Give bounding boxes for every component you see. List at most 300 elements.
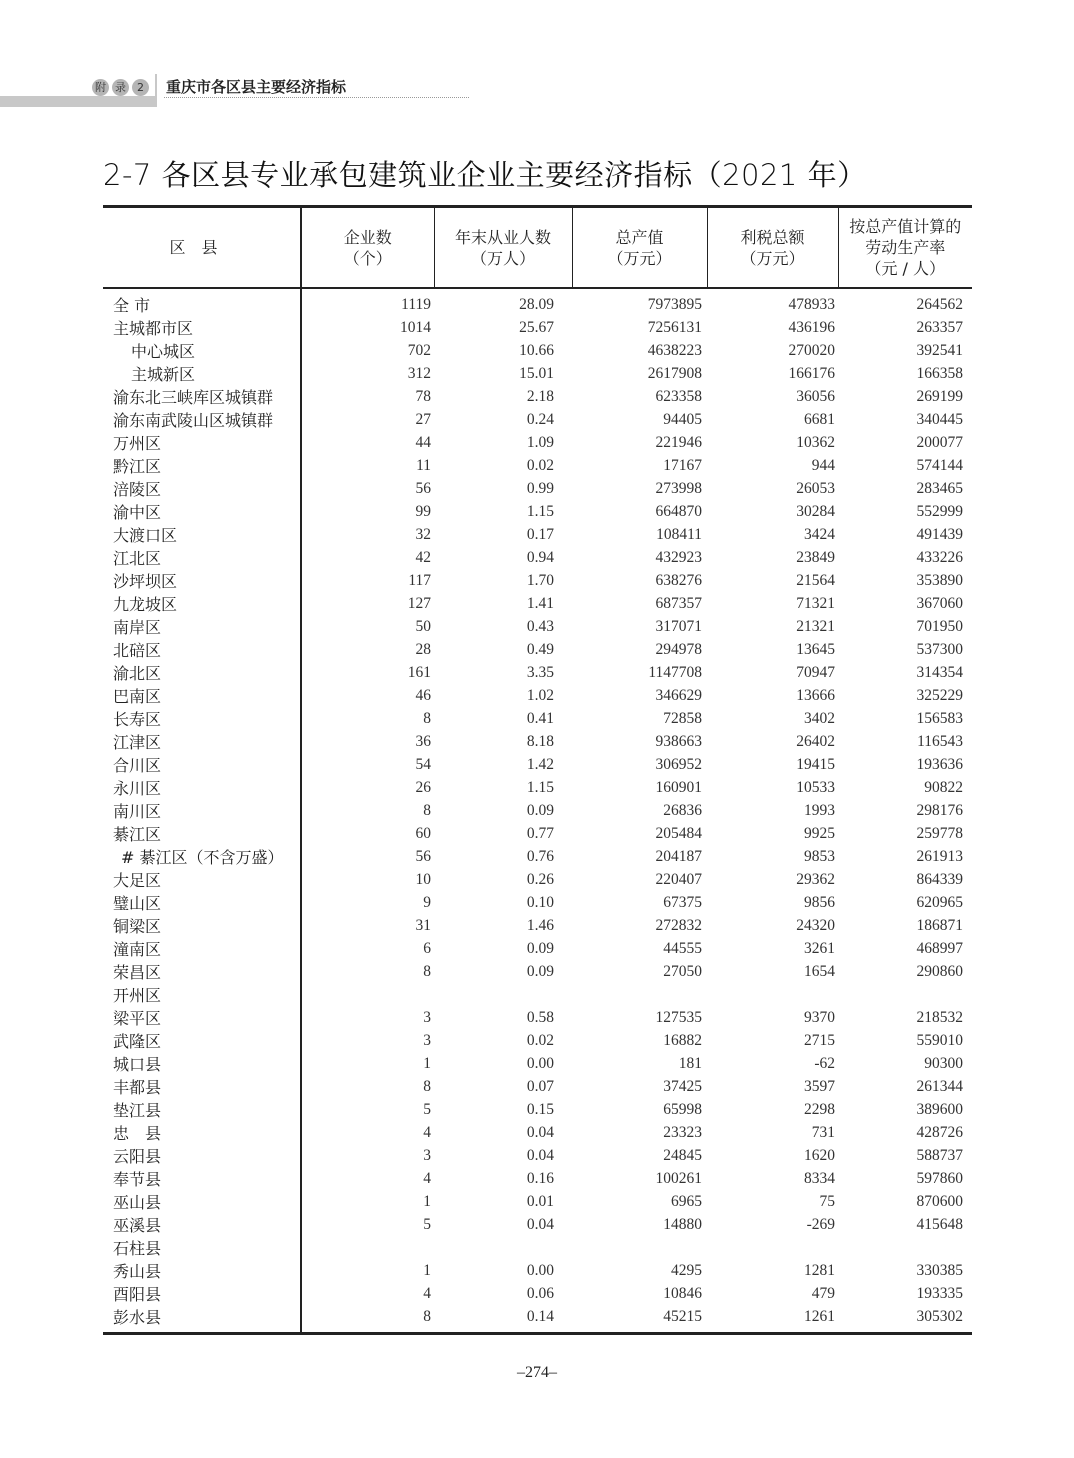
cell-value: 264562: [916, 295, 963, 313]
table-row: [103, 1029, 972, 1052]
cell-value: 36056: [796, 387, 835, 405]
cell-value: 8334: [804, 1169, 835, 1187]
cell-value: 7256131: [647, 318, 702, 336]
cell-value: -62: [814, 1054, 835, 1072]
region-name: 奉节县: [103, 1167, 301, 1190]
cell-value: 10: [415, 870, 431, 888]
cell-value: 75: [819, 1192, 835, 1210]
cell-value: [301, 1236, 434, 1259]
cell-value: 2.18: [526, 387, 554, 405]
cell-value: 30284: [796, 502, 835, 520]
column-header: [301, 207, 434, 289]
cell-value: 8: [301, 1305, 434, 1334]
column-header-text: 按总产值计算的: [849, 217, 962, 236]
cell-value: 432923: [655, 548, 702, 566]
column-header: [707, 207, 838, 289]
cell-value: 8: [423, 1077, 431, 1095]
column-header-text: （万人）: [470, 248, 535, 268]
region-name: 主城新区: [103, 362, 301, 385]
cell-value: 70947: [796, 663, 835, 681]
column-header-text: 总产值: [615, 227, 664, 247]
cell-value: 1.41: [526, 594, 554, 612]
region-name: 北碚区: [103, 638, 301, 661]
cell-value: 290860: [916, 962, 963, 980]
cell-value: 3.35: [526, 663, 554, 681]
cell-value: 21564: [796, 571, 835, 589]
cell-value: 9925: [804, 824, 835, 842]
region-name: 渝中区: [103, 500, 301, 523]
cell-value: 0.94: [526, 548, 554, 566]
table-row: [103, 960, 972, 983]
cell-value: 491439: [916, 525, 963, 543]
cell-value: 0.01: [526, 1192, 554, 1210]
cell-value: 261913: [916, 847, 963, 865]
cell-value: 26053: [796, 479, 835, 497]
cell-value: 26836: [663, 801, 702, 819]
cell-value: 160901: [655, 778, 702, 796]
cell-value: 1.15: [526, 502, 554, 520]
cell-value: 204187: [655, 847, 702, 865]
cell-value: 0.17: [526, 525, 554, 543]
cell-value: [434, 983, 572, 1006]
cell-value: [572, 1236, 707, 1259]
cell-value: 367060: [916, 594, 963, 612]
region-name: 江津区: [103, 730, 301, 753]
table-row: [103, 730, 972, 753]
cell-value: 4: [423, 1284, 431, 1302]
cell-value: 2715: [804, 1031, 835, 1049]
table-row: [103, 408, 972, 431]
cell-value: 305302: [838, 1305, 972, 1334]
region-name: 渝东北三峡库区城镇群: [103, 385, 301, 408]
column-header: [103, 207, 301, 289]
column-header-text: 企业数: [343, 227, 392, 247]
cell-value: 0.99: [526, 479, 554, 497]
cell-value: 597860: [916, 1169, 963, 1187]
cell-value: 8: [423, 801, 431, 819]
table-row: [103, 523, 972, 546]
cell-value: [838, 983, 972, 1006]
cell-value: 28: [415, 640, 431, 658]
cell-value: 161: [407, 663, 431, 681]
cell-value: 0.00: [526, 1054, 554, 1072]
cell-value: 3: [423, 1031, 431, 1049]
page-number: –274–: [517, 1364, 557, 1381]
column-header-text: （万元）: [740, 248, 805, 268]
cell-value: 312: [407, 364, 431, 382]
cell-value: 3261: [804, 939, 835, 957]
table-row: [103, 454, 972, 477]
table-row: [103, 339, 972, 362]
cell-value: 436196: [788, 318, 835, 336]
section-title: 重庆市各区县主要经济指标: [166, 78, 347, 96]
appendix-badge: [92, 76, 149, 98]
cell-value: 298176: [916, 801, 963, 819]
cell-value: 1: [423, 1192, 431, 1210]
cell-value: 864339: [916, 870, 963, 888]
region-name: 荣昌区: [103, 960, 301, 983]
cell-value: 306952: [655, 755, 702, 773]
cell-value: 26402: [796, 732, 835, 750]
cell-value: 0.16: [526, 1169, 554, 1187]
cell-value: 5: [423, 1215, 431, 1233]
cell-value: 94405: [663, 410, 702, 428]
cell-value: 701950: [916, 617, 963, 635]
cell-value: 1.70: [526, 571, 554, 589]
cell-value: 259778: [916, 824, 963, 842]
region-name: 涪陵区: [103, 477, 301, 500]
table-row: [103, 288, 972, 316]
cell-value: 15.01: [519, 364, 554, 382]
header-divider: [155, 74, 157, 107]
table-row: [103, 500, 972, 523]
cell-value: 0.43: [526, 617, 554, 635]
cell-value: 0.04: [526, 1215, 554, 1233]
cell-value: 19415: [796, 755, 835, 773]
cell-value: 90822: [924, 778, 963, 796]
region-name: 綦江区: [103, 822, 301, 845]
table-row: [103, 1075, 972, 1098]
cell-value: 9853: [804, 847, 835, 865]
cell-value: 938663: [655, 732, 702, 750]
region-name: 全 市: [103, 288, 301, 316]
cell-value: 8: [423, 709, 431, 727]
cell-value: 9856: [804, 893, 835, 911]
table-row: [103, 684, 972, 707]
table-row: [103, 316, 972, 339]
cell-value: 273998: [655, 479, 702, 497]
cell-value: 1.42: [526, 755, 554, 773]
cell-value: 478933: [788, 295, 835, 313]
region-name: 秀山县: [103, 1259, 301, 1282]
cell-value: 687357: [655, 594, 702, 612]
table-body: [103, 288, 972, 1334]
column-header: [434, 207, 572, 289]
cell-value: 0.58: [526, 1008, 554, 1026]
cell-value: 10533: [796, 778, 835, 796]
table-row: [103, 1121, 972, 1144]
cell-value: 1620: [804, 1146, 835, 1164]
region-name: 武隆区: [103, 1029, 301, 1052]
cell-value: 1993: [804, 801, 835, 819]
region-name: 江北区: [103, 546, 301, 569]
region-name: 九龙坡区: [103, 592, 301, 615]
cell-value: 0.49: [526, 640, 554, 658]
cell-value: 65998: [663, 1100, 702, 1118]
cell-value: 4: [423, 1169, 431, 1187]
table-row: [103, 615, 972, 638]
cell-value: 7973895: [647, 295, 702, 313]
region-name: 合川区: [103, 753, 301, 776]
cell-value: 17167: [663, 456, 702, 474]
cell-value: 205484: [655, 824, 702, 842]
cell-value: 3424: [804, 525, 835, 543]
cell-value: 166358: [916, 364, 963, 382]
cell-value: 45215: [572, 1305, 707, 1334]
cell-value: 5: [423, 1100, 431, 1118]
column-header-text: 区县: [169, 238, 234, 257]
table-row: [103, 1190, 972, 1213]
cell-value: 6: [423, 939, 431, 957]
cell-value: 479: [811, 1284, 835, 1302]
cell-value: 588737: [916, 1146, 963, 1164]
appendix-char-2: 录: [112, 79, 129, 96]
cell-value: 0.07: [526, 1077, 554, 1095]
cell-value: 127535: [655, 1008, 702, 1026]
cell-value: 664870: [655, 502, 702, 520]
cell-value: 574144: [916, 456, 963, 474]
cell-value: 537300: [916, 640, 963, 658]
cell-value: 1014: [400, 318, 431, 336]
cell-value: 269199: [916, 387, 963, 405]
cell-value: 220407: [655, 870, 702, 888]
column-header-text: （元 / 人）: [865, 259, 946, 278]
cell-value: 27050: [663, 962, 702, 980]
cell-value: 4638223: [647, 341, 702, 359]
table-row: [103, 983, 972, 1006]
cell-value: [838, 1236, 972, 1259]
cell-value: 27: [415, 410, 431, 428]
cell-value: 8: [423, 962, 431, 980]
table-row: [103, 868, 972, 891]
cell-value: 0.24: [526, 410, 554, 428]
cell-value: 221946: [655, 433, 702, 451]
region-name: 开州区: [103, 983, 301, 1006]
cell-value: 3: [423, 1008, 431, 1026]
cell-value: 186871: [916, 916, 963, 934]
appendix-char-3: 2: [132, 79, 149, 96]
cell-value: 0.06: [526, 1284, 554, 1302]
cell-value: 317071: [655, 617, 702, 635]
cell-value: 32: [415, 525, 431, 543]
cell-value: 330385: [916, 1261, 963, 1279]
table-row: [103, 1006, 972, 1029]
table-row: [103, 799, 972, 822]
cell-value: 50: [415, 617, 431, 635]
cell-value: 0.76: [526, 847, 554, 865]
table-row: [103, 1282, 972, 1305]
cell-value: 3: [423, 1146, 431, 1164]
cell-value: 0.00: [526, 1261, 554, 1279]
cell-value: [572, 983, 707, 1006]
cell-value: 0.26: [526, 870, 554, 888]
cell-value: 0.77: [526, 824, 554, 842]
region-name: 巫山县: [103, 1190, 301, 1213]
cell-value: 23323: [663, 1123, 702, 1141]
cell-value: 552999: [916, 502, 963, 520]
region-name: 潼南区: [103, 937, 301, 960]
region-name: 沙坪坝区: [103, 569, 301, 592]
cell-value: 3597: [804, 1077, 835, 1095]
region-name: 酉阳县: [103, 1282, 301, 1305]
table-row: [103, 661, 972, 684]
table-row: [103, 638, 972, 661]
cell-value: 29362: [796, 870, 835, 888]
region-name: 南川区: [103, 799, 301, 822]
cell-value: [707, 1236, 838, 1259]
table-row: [103, 546, 972, 569]
cell-value: 4295: [671, 1261, 702, 1279]
cell-value: 1654: [804, 962, 835, 980]
table-row: [103, 1167, 972, 1190]
region-name: 主城都市区: [103, 316, 301, 339]
cell-value: 1: [423, 1054, 431, 1072]
cell-value: 0.41: [526, 709, 554, 727]
table-row: [103, 845, 972, 868]
table-row: [103, 707, 972, 730]
table-row: [103, 477, 972, 500]
region-name: 石柱县: [103, 1236, 301, 1259]
cell-value: 11: [416, 456, 431, 474]
region-name: 巴南区: [103, 684, 301, 707]
region-name: 大足区: [103, 868, 301, 891]
cell-value: 1261: [707, 1305, 838, 1334]
cell-value: 37425: [663, 1077, 702, 1095]
table-row: [103, 914, 972, 937]
cell-value: 181: [678, 1054, 702, 1072]
data-table: [103, 205, 972, 1335]
cell-value: 1119: [401, 295, 431, 313]
cell-value: 353890: [916, 571, 963, 589]
cell-value: 9: [423, 893, 431, 911]
cell-value: 2298: [804, 1100, 835, 1118]
table-row: [103, 592, 972, 615]
cell-value: 3402: [804, 709, 835, 727]
cell-value: 21321: [796, 617, 835, 635]
cell-value: 24845: [663, 1146, 702, 1164]
cell-value: 60: [415, 824, 431, 842]
cell-value: 1: [423, 1261, 431, 1279]
table-row: [103, 1144, 972, 1167]
cell-value: 116543: [917, 732, 963, 750]
cell-value: 54: [415, 755, 431, 773]
cell-value: 294978: [655, 640, 702, 658]
cell-value: 346629: [655, 686, 702, 704]
cell-value: 1.15: [526, 778, 554, 796]
cell-value: 9370: [804, 1008, 835, 1026]
cell-value: 0.09: [526, 962, 554, 980]
table-row: [103, 891, 972, 914]
region-name: 万州区: [103, 431, 301, 454]
cell-value: 10362: [796, 433, 835, 451]
cell-value: 428726: [916, 1123, 963, 1141]
column-header-text: （万元）: [607, 248, 672, 268]
region-name: 长寿区: [103, 707, 301, 730]
column-header-text: 劳动生产率: [865, 238, 946, 257]
cell-value: 0.09: [526, 801, 554, 819]
cell-value: 56: [415, 479, 431, 497]
cell-value: 200077: [916, 433, 963, 451]
cell-value: 24320: [796, 916, 835, 934]
region-name: 大渡口区: [103, 523, 301, 546]
cell-value: 1.09: [526, 433, 554, 451]
region-name: 城口县: [103, 1052, 301, 1075]
cell-value: 340445: [916, 410, 963, 428]
table-header-row: [103, 207, 972, 289]
cell-value: 731: [811, 1123, 835, 1141]
cell-value: 90300: [924, 1054, 963, 1072]
region-name: 渝东南武陵山区城镇群: [103, 408, 301, 431]
region-name: 铜梁区: [103, 914, 301, 937]
cell-value: 28.09: [519, 295, 554, 313]
header-dotted-rule: [164, 97, 469, 98]
region-name: 云阳县: [103, 1144, 301, 1167]
cell-value: 156583: [916, 709, 963, 727]
cell-value: 13666: [796, 686, 835, 704]
table-row: [103, 1259, 972, 1282]
page-title: 2-7 各区县专业承包建筑业企业主要经济指标（2021 年）: [103, 158, 867, 192]
cell-value: 44: [415, 433, 431, 451]
region-name: 渝北区: [103, 661, 301, 684]
cell-value: 559010: [916, 1031, 963, 1049]
cell-value: 71321: [796, 594, 835, 612]
table-row: [103, 822, 972, 845]
cell-value: 270020: [788, 341, 835, 359]
appendix-char-1: 附: [92, 79, 109, 96]
cell-value: 26: [415, 778, 431, 796]
cell-value: 392541: [916, 341, 963, 359]
cell-value: 272832: [655, 916, 702, 934]
cell-value: 10846: [663, 1284, 702, 1302]
cell-value: 263357: [916, 318, 963, 336]
cell-value: 261344: [916, 1077, 963, 1095]
cell-value: [434, 1236, 572, 1259]
cell-value: 1281: [804, 1261, 835, 1279]
cell-value: 46: [415, 686, 431, 704]
cell-value: 620965: [916, 893, 963, 911]
cell-value: [707, 983, 838, 1006]
cell-value: 433226: [916, 548, 963, 566]
cell-value: 0.04: [526, 1146, 554, 1164]
cell-value: 78: [415, 387, 431, 405]
cell-value: 44555: [663, 939, 702, 957]
table-row: [103, 753, 972, 776]
cell-value: 117: [408, 571, 431, 589]
cell-value: 56: [415, 847, 431, 865]
cell-value: 389600: [916, 1100, 963, 1118]
cell-value: 8.18: [526, 732, 554, 750]
cell-value: 0.15: [526, 1100, 554, 1118]
cell-value: 0.09: [526, 939, 554, 957]
cell-value: [301, 983, 434, 1006]
column-header: [838, 207, 972, 289]
region-name: 忠 县: [103, 1121, 301, 1144]
cell-value: 0.02: [526, 1031, 554, 1049]
cell-value: 127: [407, 594, 431, 612]
column-header-text: 年末从业人数: [454, 227, 551, 247]
table-row: [103, 362, 972, 385]
cell-value: 13645: [796, 640, 835, 658]
cell-value: 1147708: [648, 663, 702, 681]
cell-value: 623358: [655, 387, 702, 405]
cell-value: 638276: [655, 571, 702, 589]
cell-value: 0.10: [526, 893, 554, 911]
table-row: [103, 937, 972, 960]
cell-value: 1.02: [526, 686, 554, 704]
cell-value: 1.46: [526, 916, 554, 934]
cell-value: 0.04: [526, 1123, 554, 1141]
cell-value: 16882: [663, 1031, 702, 1049]
cell-value: 31: [415, 916, 431, 934]
column-header-text: （个）: [343, 248, 392, 268]
table-row: [103, 1213, 972, 1236]
table-row: [103, 569, 972, 592]
region-name: 垫江县: [103, 1098, 301, 1121]
cell-value: 42: [415, 548, 431, 566]
cell-value: 36: [415, 732, 431, 750]
region-name: 梁平区: [103, 1006, 301, 1029]
region-name: 南岸区: [103, 615, 301, 638]
